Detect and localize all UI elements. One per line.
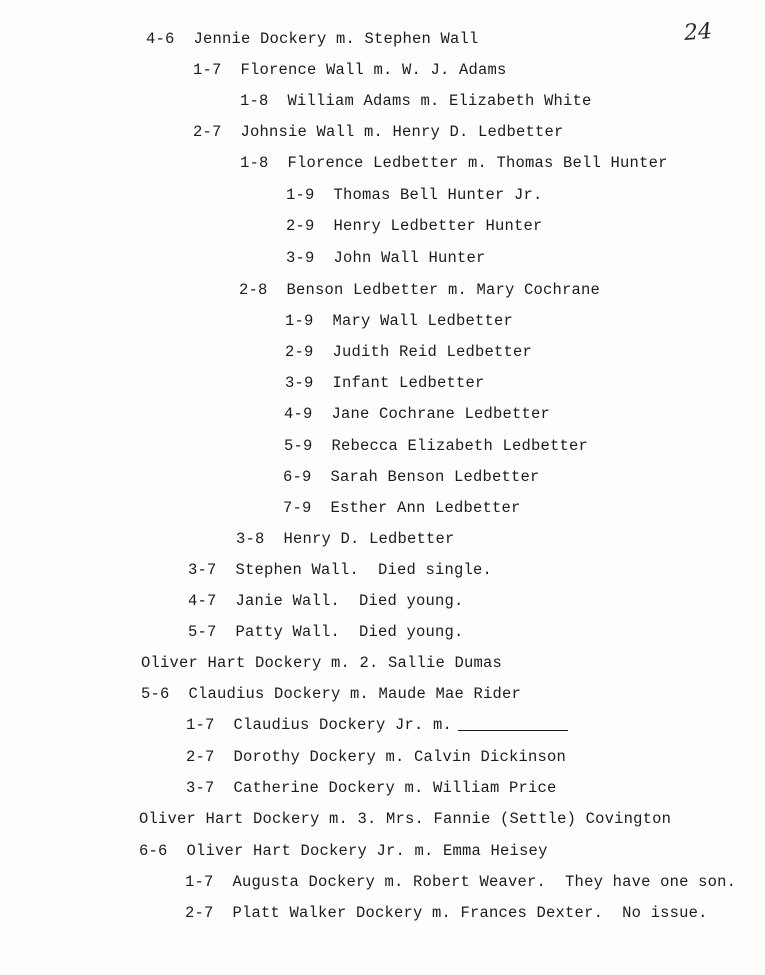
genealogy-line bbox=[186, 715, 568, 735]
genealogy-line: 7-9 Esther Ann Ledbetter bbox=[283, 499, 521, 517]
genealogy-line: 1-8 Florence Ledbetter m. Thomas Bell Hunter bbox=[240, 154, 668, 172]
genealogy-line: 1-9 Thomas Bell Hunter Jr. bbox=[286, 186, 543, 204]
genealogy-line: 4-7 Janie Wall. Died young. bbox=[188, 592, 464, 610]
genealogy-line: 5-7 Patty Wall. Died young. bbox=[188, 623, 464, 641]
genealogy-line: 6-9 Sarah Benson Ledbetter bbox=[283, 468, 540, 486]
genealogy-line: 3-9 John Wall Hunter bbox=[286, 249, 486, 267]
genealogy-line: 5-9 Rebecca Elizabeth Ledbetter bbox=[284, 437, 589, 455]
genealogy-line: 1-9 Mary Wall Ledbetter bbox=[285, 312, 514, 330]
genealogy-line: 2-9 Judith Reid Ledbetter bbox=[285, 343, 533, 361]
genealogy-line: 4-6 Jennie Dockery m. Stephen Wall bbox=[146, 30, 479, 48]
genealogy-line: 1-7 Florence Wall m. W. J. Adams bbox=[193, 61, 507, 79]
genealogy-line: 2-7 Platt Walker Dockery m. Frances Dexter. No issue. bbox=[185, 904, 708, 922]
genealogy-line: 2-8 Benson Ledbetter m. Mary Cochrane bbox=[239, 281, 601, 299]
genealogy-line: 3-7 Catherine Dockery m. William Price bbox=[186, 779, 557, 797]
genealogy-line: Oliver Hart Dockery m. 2. Sallie Dumas bbox=[141, 654, 503, 672]
genealogy-line: 2-7 Johnsie Wall m. Henry D. Ledbetter bbox=[193, 123, 564, 141]
genealogy-line: 4-9 Jane Cochrane Ledbetter bbox=[284, 405, 551, 423]
genealogy-line: 2-7 Dorothy Dockery m. Calvin Dickinson bbox=[186, 748, 567, 766]
genealogy-line: 2-9 Henry Ledbetter Hunter bbox=[286, 217, 543, 235]
genealogy-line: 6-6 Oliver Hart Dockery Jr. m. Emma Heisey bbox=[139, 842, 548, 860]
genealogy-line: 1-7 Augusta Dockery m. Robert Weaver. They have one son. bbox=[185, 873, 737, 891]
genealogy-line-text: 1-7 Claudius Dockery Jr. m. bbox=[186, 716, 453, 734]
genealogy-line: 5-6 Claudius Dockery m. Maude Mae Rider bbox=[141, 685, 522, 703]
blank-spouse-line bbox=[458, 730, 568, 731]
genealogy-line: 3-8 Henry D. Ledbetter bbox=[236, 530, 455, 548]
genealogy-line: Oliver Hart Dockery m. 3. Mrs. Fannie (Settle) Covington bbox=[139, 810, 672, 828]
genealogy-line: 3-9 Infant Ledbetter bbox=[285, 374, 485, 392]
genealogy-line: 1-8 William Adams m. Elizabeth White bbox=[240, 92, 592, 110]
genealogy-line: 3-7 Stephen Wall. Died single. bbox=[188, 561, 493, 579]
page-number: 24 bbox=[683, 19, 713, 46]
